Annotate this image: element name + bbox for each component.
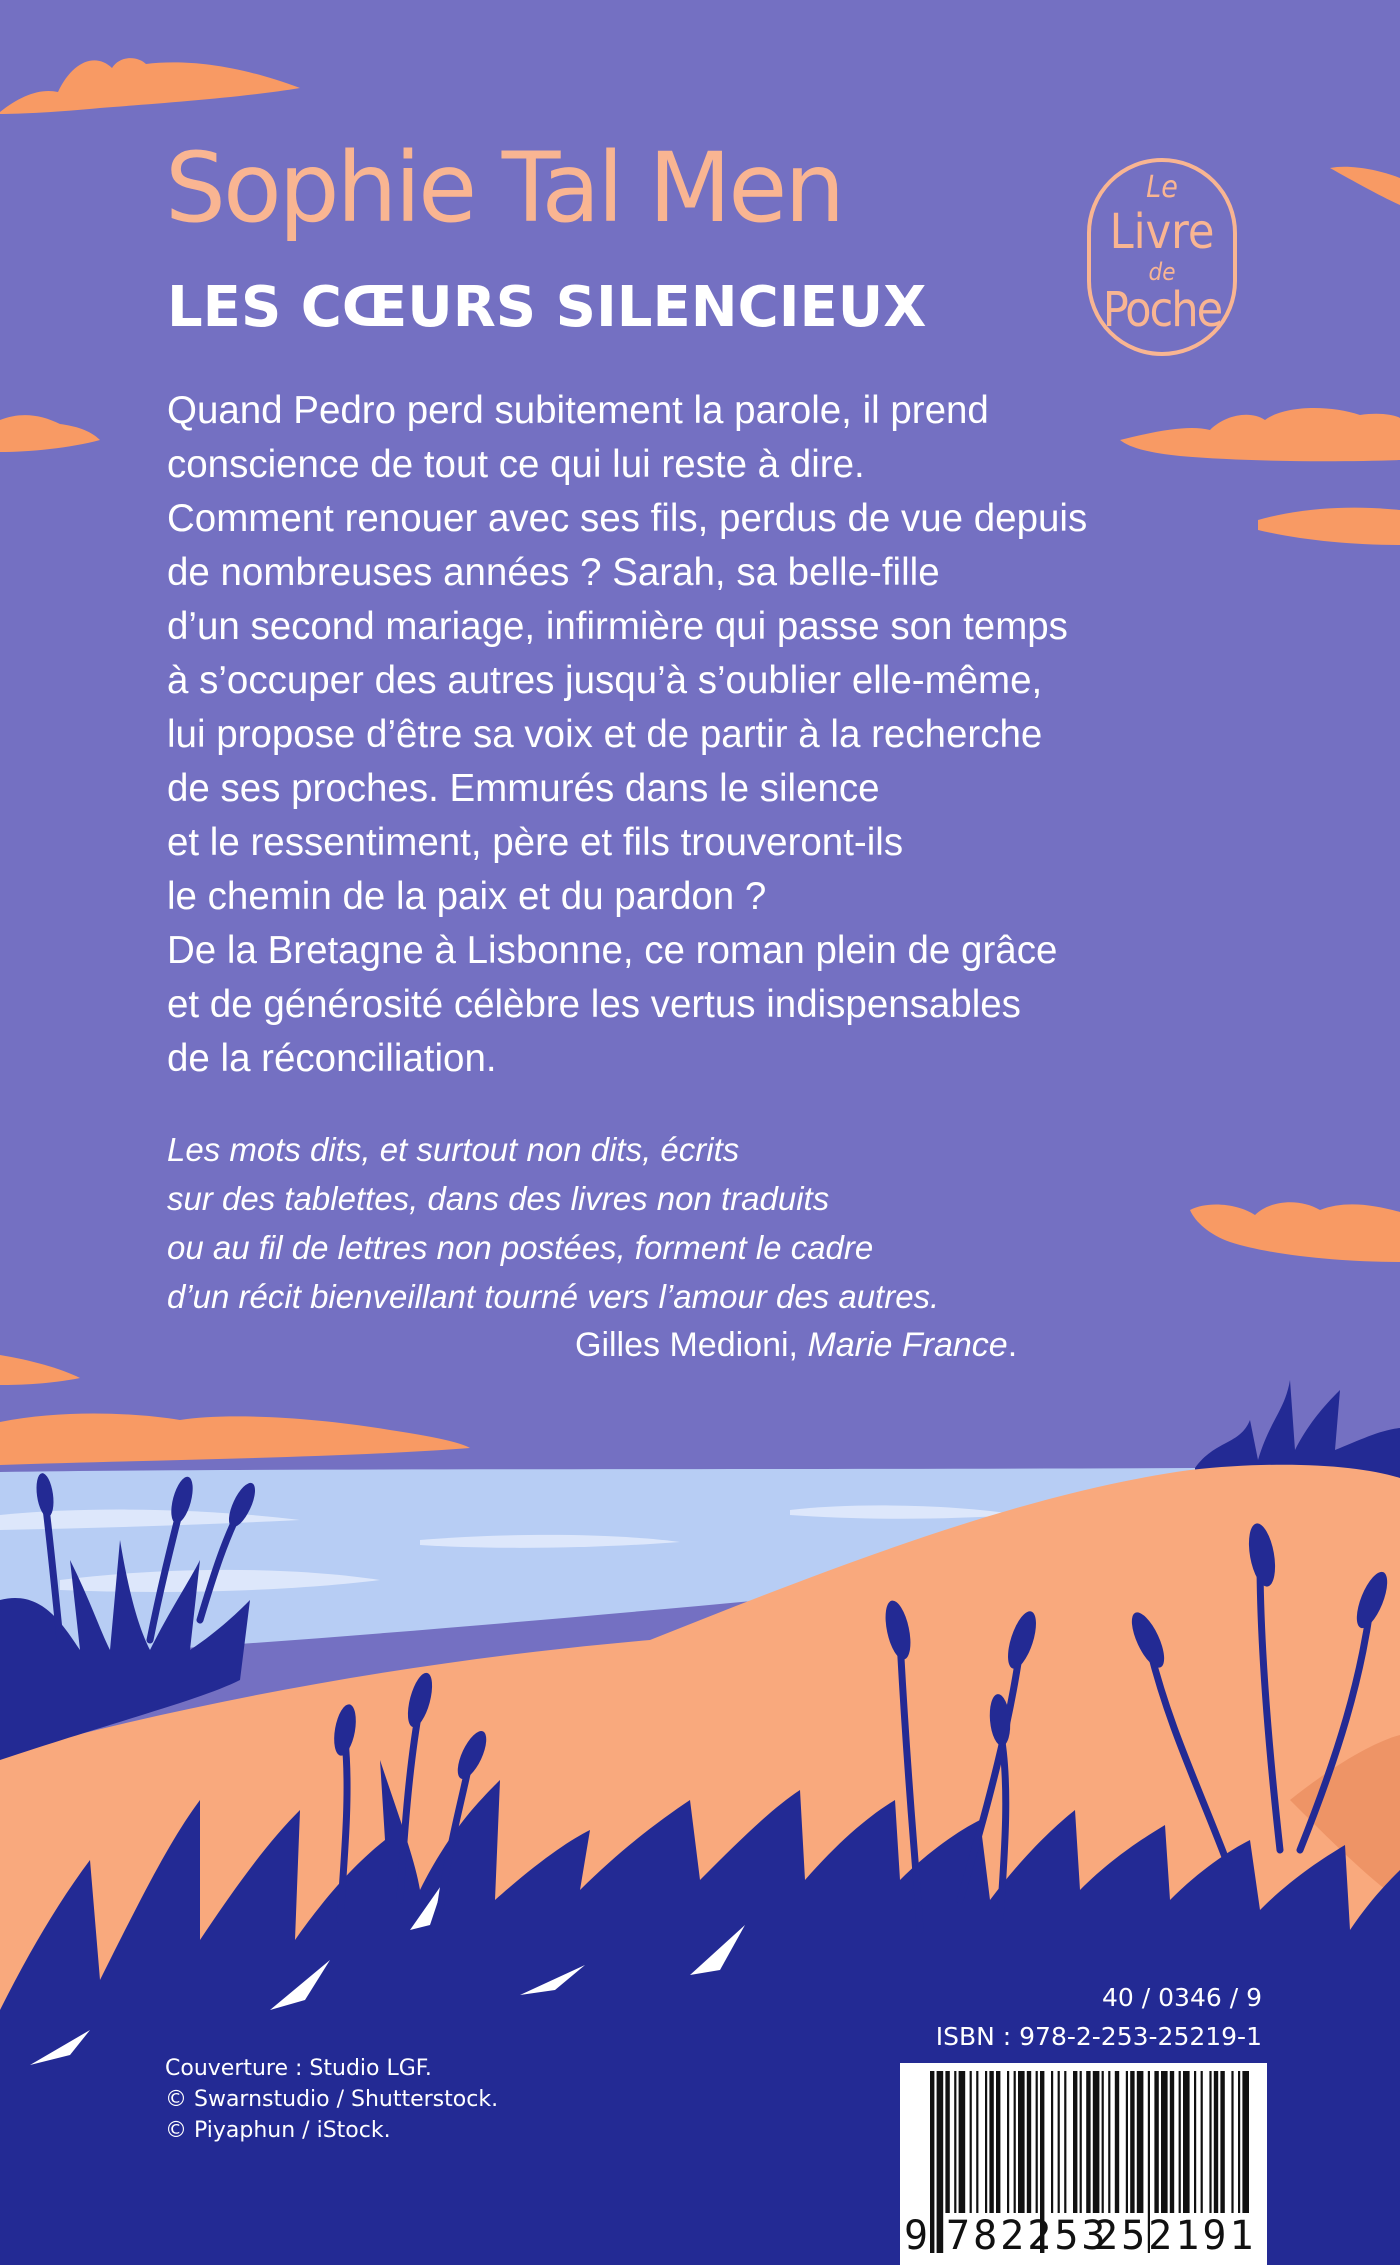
blurb-line: le chemin de la paix et du pardon ? (167, 875, 767, 918)
barcode-bar (1027, 2071, 1031, 2213)
barcode-bar (1201, 2071, 1203, 2213)
barcode-bar (1064, 2071, 1066, 2213)
barcode-bar (989, 2071, 993, 2213)
blurb-line: Comment renouer avec ses fils, perdus de vue depuis (167, 497, 1088, 540)
barcode-bar (1183, 2071, 1190, 2213)
barcode-bar (1194, 2071, 1196, 2213)
barcode-bar (1238, 2071, 1240, 2213)
barcode-bar (1161, 2071, 1168, 2213)
barcode-bar (1051, 2071, 1053, 2213)
blurb-line: et de générosité célèbre les vertus indispensables (167, 983, 1021, 1026)
barcode-bar (1102, 2071, 1104, 2213)
book-blurb (167, 384, 1087, 1086)
cloud-left-middle (0, 415, 100, 452)
cloud-band-left (0, 1414, 470, 1466)
blurb-line: De la Bretagne à Lisbonne, ce roman plein de grâce (167, 929, 1058, 972)
cloud-right-upper (1120, 408, 1400, 461)
barcode-right-group: 252191 (1094, 2213, 1257, 2259)
barcode-bar (1220, 2071, 1224, 2213)
logo-line-de: de (1148, 258, 1176, 286)
barcode-bar (959, 2071, 966, 2213)
barcode-bar (1093, 2071, 1100, 2213)
barcode-bar (1231, 2071, 1233, 2213)
blurb-line: lui propose d’être sa voix et de partir à la recherche (167, 713, 1043, 756)
barcode-bar (1209, 2071, 1211, 2213)
barcode-bar (1080, 2071, 1082, 2213)
blurb-line: conscience de tout ce qui lui reste à dire. (167, 443, 865, 486)
blurb-line: de la réconciliation. (167, 1037, 497, 1080)
cloud-top-left (0, 58, 300, 114)
barcode-bar (1242, 2071, 1249, 2213)
barcode-bar (1007, 2071, 1009, 2213)
credit-line: © Swarnstudio / Shutterstock. (165, 2087, 499, 2112)
barcode-bar (1036, 2071, 1038, 2213)
reference-code: 40 / 0346 / 9 (1102, 1983, 1262, 2012)
quote-line: Les mots dits, et surtout non dits, écrits (167, 1131, 740, 1168)
barcode-bar (945, 2071, 949, 2213)
cloud-top-right (1330, 167, 1400, 205)
barcode (900, 2063, 1267, 2265)
blurb-line: d’un second mariage, infirmière qui passe son temps (167, 605, 1068, 648)
blurb-line: et le ressentiment, père et fils trouveront-ils (167, 821, 904, 864)
quote-author: Gilles Medioni, (575, 1326, 798, 1364)
blurb-line: de ses proches. Emmurés dans le silence (167, 767, 880, 810)
catalog-codes (936, 1978, 1262, 2056)
barcode-bar (1130, 2071, 1134, 2213)
quote-source: Marie France (807, 1326, 1008, 1364)
blurb-line: Quand Pedro perd subitement la parole, il prend (167, 389, 989, 432)
cloud-left-bottom (0, 1355, 80, 1385)
isbn: ISBN : 978-2-253-25219-1 (935, 2022, 1262, 2051)
cloud-right-bottom (1190, 1202, 1400, 1262)
quote-line: sur des tablettes, dans des livres non traduits (167, 1180, 830, 1217)
blurb-line: à s’occuper des autres jusqu’à s’oublier elle-même, (167, 659, 1043, 702)
blurb-line: de nombreuses années ? Sarah, sa belle-fille (167, 551, 940, 594)
cloud-right-lower (1258, 508, 1400, 545)
barcode-bar (1108, 2071, 1110, 2213)
book-title: LES CŒURS SILENCIEUX (167, 275, 927, 340)
barcode-bar (1179, 2071, 1181, 2213)
logo-line-le: Le (1146, 170, 1178, 205)
barcode-left-group: 782253 (946, 2213, 1109, 2259)
quote-end: . (1007, 1326, 1018, 1364)
barcode-bar (1137, 2071, 1144, 2213)
quote-line: d’un récit bienveillant tourné vers l’amour des autres. (167, 1278, 940, 1315)
barcode-bar (1073, 2071, 1077, 2213)
barcode-bar (996, 2071, 1000, 2213)
barcode-bar (1214, 2071, 1218, 2213)
quote-line: ou au fil de lettres non postées, forment le cadre (167, 1229, 874, 1266)
credit-line: © Piyaphun / iStock. (165, 2118, 391, 2143)
image-credits (165, 2053, 498, 2146)
barcode-bar (1018, 2071, 1025, 2213)
barcode-bar (1058, 2071, 1060, 2213)
barcode-first-digit: 9 (904, 2213, 929, 2259)
logo-line-livre: Livre (1109, 204, 1215, 260)
barcode-bar (1014, 2071, 1016, 2213)
barcode-bar (976, 2071, 978, 2213)
barcode-bar (1086, 2071, 1090, 2213)
author-name: Sophie Tal Men (165, 132, 843, 244)
barcode-bar (970, 2071, 972, 2213)
barcode-bar (954, 2071, 956, 2213)
barcode-bar (1126, 2071, 1128, 2213)
barcode-digits (900, 2213, 1267, 2257)
logo-line-poche: Poche (1102, 282, 1222, 338)
barcode-bar (1170, 2071, 1174, 2213)
barcode-bar (985, 2071, 987, 2213)
barcode-bar (1115, 2071, 1119, 2213)
quote-attribution (575, 1321, 1017, 1370)
barcode-bar (1154, 2071, 1158, 2213)
publisher-logo (1087, 158, 1237, 356)
credit-line: Couverture : Studio LGF. (165, 2056, 432, 2081)
press-quote (167, 1125, 939, 1321)
